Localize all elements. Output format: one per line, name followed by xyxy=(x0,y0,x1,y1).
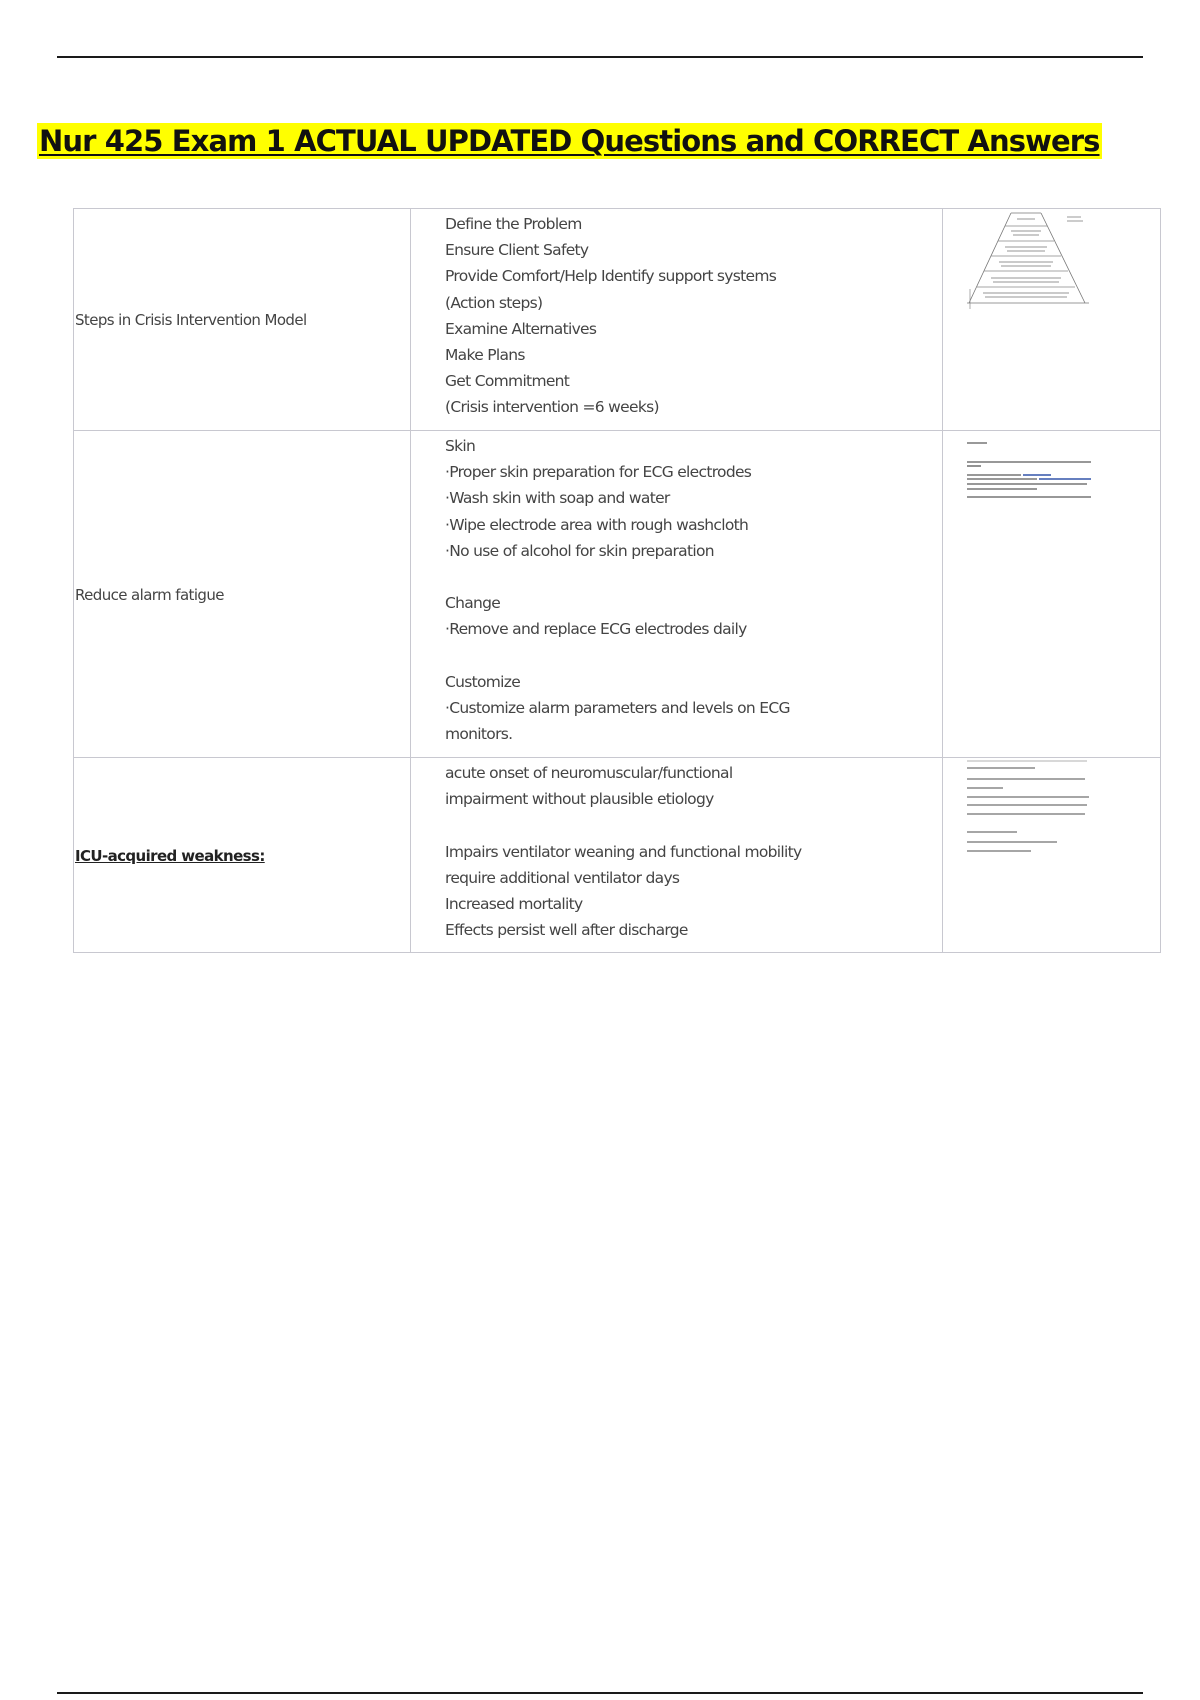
term-label: Reduce alarm fatigue xyxy=(75,585,224,604)
image-cell xyxy=(943,758,1161,953)
definition-list xyxy=(411,211,942,421)
image-cell xyxy=(943,431,1161,758)
definition-line: Examine Alternatives xyxy=(445,319,597,338)
definition-line: Define the Problem xyxy=(445,215,582,233)
study-table xyxy=(73,208,1161,953)
blank-line xyxy=(445,643,942,669)
term-cell xyxy=(74,431,411,758)
text-snippet-thumbnail xyxy=(967,760,1091,860)
definition-line: (Action steps) xyxy=(445,293,543,312)
definition-line: ·Wash skin with soap and water xyxy=(445,489,670,508)
definition-line: Effects persist well after discharge xyxy=(445,921,688,940)
table-row xyxy=(74,431,1161,758)
definition-line: Change xyxy=(445,594,501,613)
definition-line: require additional ventilator days xyxy=(445,868,680,887)
text-snippet-thumbnail xyxy=(967,439,1091,509)
table-row xyxy=(74,209,1161,431)
definition-line: impairment without plausible etiology xyxy=(445,790,714,809)
definition-line: Increased mortality xyxy=(445,895,583,913)
definition-line: ·Proper skin preparation for ECG electrodes xyxy=(445,463,752,482)
definition-cell xyxy=(411,209,943,431)
footer-rule xyxy=(57,1692,1143,1694)
term-cell xyxy=(74,209,411,431)
definition-list xyxy=(411,760,942,943)
image-cell xyxy=(943,209,1161,431)
definition-line: Provide Comfort/Help Identify support systems xyxy=(445,267,777,286)
definition-line: ·Remove and replace ECG electrodes daily xyxy=(445,620,747,639)
definition-cell xyxy=(411,431,943,758)
pyramid-diagram-thumbnail xyxy=(967,211,1089,311)
definition-line: acute onset of neuromuscular/functional xyxy=(445,764,733,782)
header-rule xyxy=(57,56,1143,58)
definition-line: monitors. xyxy=(445,725,513,744)
definition-line: Impairs ventilator weaning and functional mobility xyxy=(445,842,802,861)
definition-line: ·Customize alarm parameters and levels on ECG xyxy=(445,699,790,717)
definition-line: (Crisis intervention =6 weeks) xyxy=(445,398,659,417)
definition-line: Skin xyxy=(445,437,476,455)
blank-line xyxy=(445,812,942,838)
definition-line: Ensure Client Safety xyxy=(445,241,589,260)
term-label: Steps in Crisis Intervention Model xyxy=(75,311,307,329)
term-cell xyxy=(74,758,411,953)
definition-line: ·Wipe electrode area with rough washcloth xyxy=(445,515,749,534)
definition-line: Customize xyxy=(445,672,521,691)
definition-list xyxy=(411,433,942,747)
document-title: Nur 425 Exam 1 ACTUAL UPDATED Questions and CORRECT Answers xyxy=(39,124,1100,158)
definition-line: Make Plans xyxy=(445,346,525,365)
term-label: ICU-acquired weakness: xyxy=(75,846,265,865)
table-row xyxy=(74,758,1161,953)
definition-line: ·No use of alcohol for skin preparation xyxy=(445,541,714,560)
definition-cell xyxy=(411,758,943,953)
definition-line: Get Commitment xyxy=(445,372,570,391)
blank-line xyxy=(445,564,942,590)
